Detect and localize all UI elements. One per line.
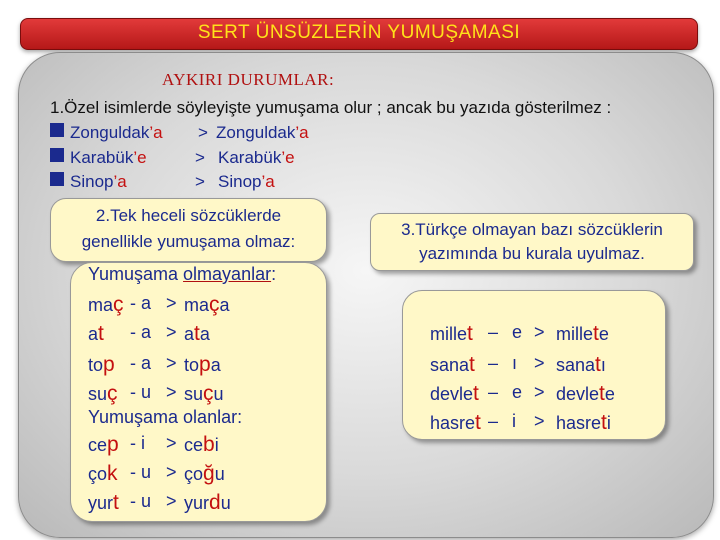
example-row: suç - u > suçu [88,382,224,405]
example-row: çok - u > çoğu [88,462,225,485]
square-bullet-icon [50,172,64,186]
rule-1-text: 1.Özel isimlerde söyleyişte yumuşama olur ; ancak bu yazıda gösterilmez : [50,98,612,117]
slide-title: SERT ÜNSÜZLERİN YUMUŞAMASI [197,22,521,43]
square-bullet-icon [50,148,64,162]
list-item: Karabük’e > Karabük’e [50,148,147,168]
not-softening-label: Yumuşama olmayanlar: [88,264,277,284]
rule-2-line-2: genellikle yumuşama olmaz: [81,232,296,251]
square-bullet-icon [50,123,64,137]
example-row: maç - a > maça [88,293,230,316]
list-item: Zonguldak’a > Zonguldak’a [50,123,163,143]
example-row: sanat – ı > sanatı [430,353,606,376]
example-row: top - a > topa [88,353,221,376]
example-row: yurt - u > yurdu [88,491,231,514]
rule-3-line-2: yazımında bu kurala uyulmaz. [419,244,645,263]
title-bar [20,18,698,50]
rule-2-line-1: 2.Tek heceli sözcüklerde [95,206,282,225]
rule-3-box [370,213,694,271]
softening-label: Yumuşama olanlar: [88,407,243,427]
example-row: hasret – i > hasreti [430,411,611,434]
example-row: at - a > ata [88,322,210,345]
list-item: Sinop’a > Sinop’a [50,172,127,192]
rule-3-line-1: 3.Türkçe olmayan bazı sözcüklerin [401,220,663,239]
example-row: millet – e > millete [430,322,609,345]
anomalies-heading: AYKIRI DURUMLAR: [162,70,335,89]
rule-2-box [50,198,327,262]
example-row: cep - i > cebi [88,433,219,456]
example-row: devlet – e > devlete [430,382,615,405]
